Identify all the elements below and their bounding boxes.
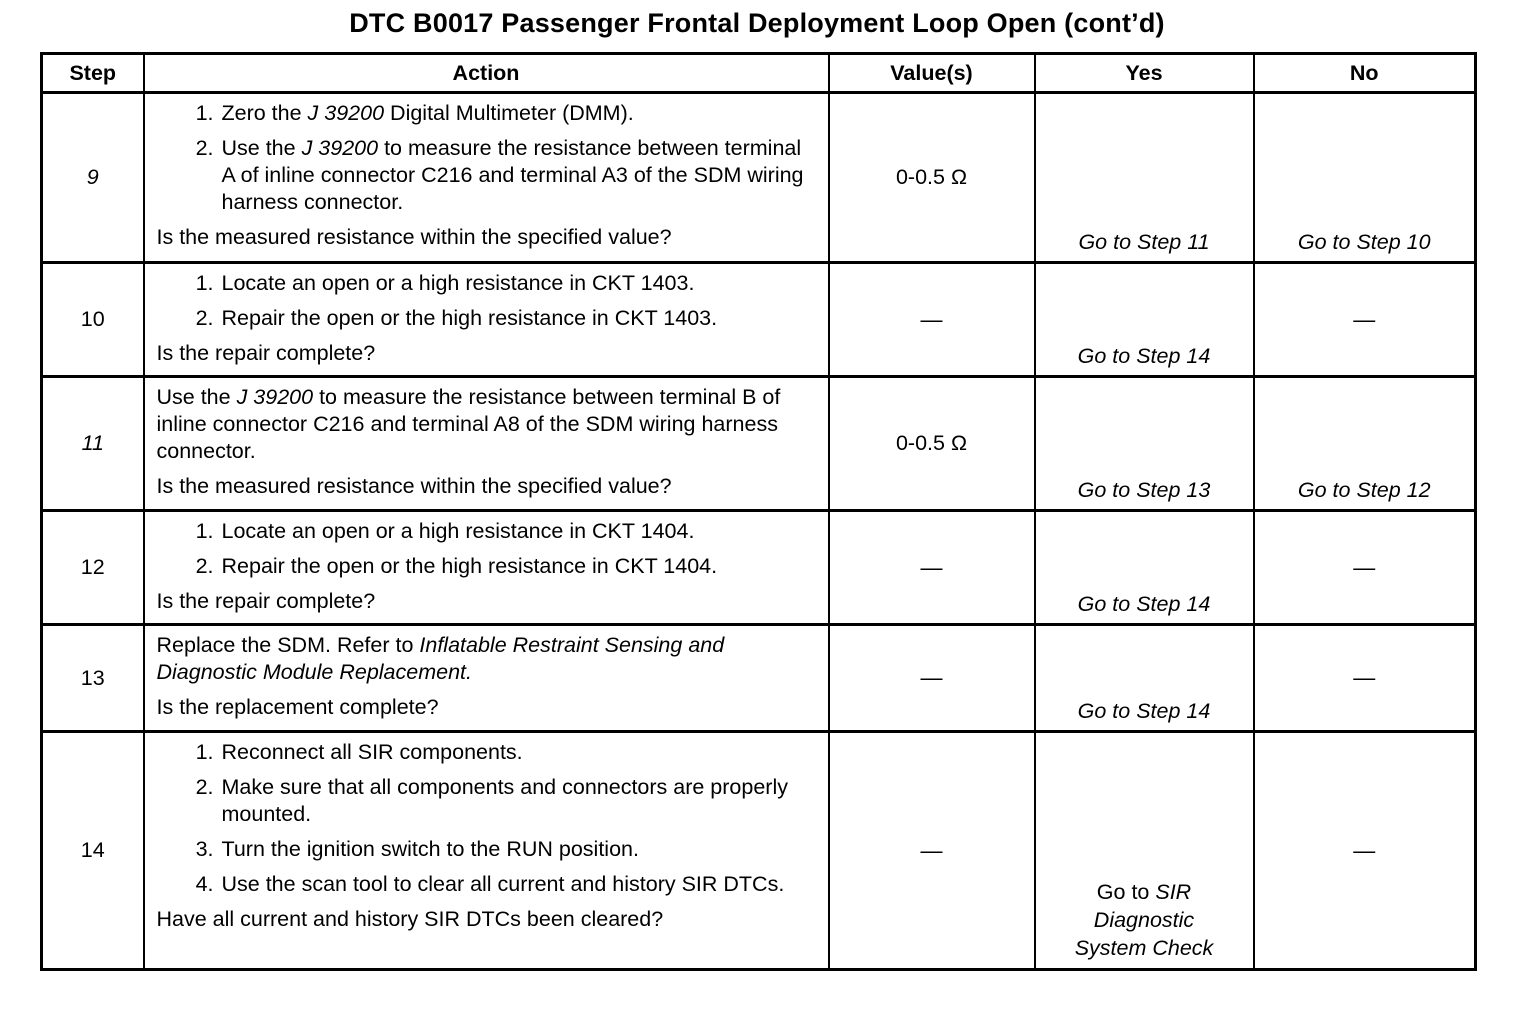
- action-item: 2. Repair the open or the high resistance in CKT 1403.: [195, 306, 718, 330]
- action-item: 2. Repair the open or the high resistance in CKT 1404.: [195, 554, 718, 578]
- yes-cell: Go to Step 14: [1035, 625, 1254, 732]
- no-cell: —: [1254, 263, 1476, 377]
- no-cell: —: [1254, 625, 1476, 732]
- action-cell: Use the J 39200 to measure the resistance between terminal B of inline connector C216 and terminal A8 of the SDM wiring harness connector. Is the measured resistance within the specified value?: [144, 377, 829, 511]
- action-cell: Replace the SDM. Refer to Inflatable Restraint Sensing and Diagnostic Module Replacement. Is the replacement complete?: [144, 625, 829, 732]
- yes-cell: Go to Step 13: [1035, 377, 1254, 511]
- header-value: Value(s): [829, 54, 1035, 93]
- action-cell: [144, 93, 829, 263]
- step-number: 14: [42, 732, 144, 970]
- value-cell: —: [829, 263, 1035, 377]
- no-cell: —: [1254, 511, 1476, 625]
- no-cell: —: [1254, 732, 1476, 970]
- table-row: [42, 377, 1476, 511]
- value-cell: —: [829, 511, 1035, 625]
- step-number: 10: [42, 263, 144, 377]
- action-item: 2. Make sure that all components and connectors are properly mounted.: [195, 775, 788, 826]
- header-step: Step: [42, 54, 144, 93]
- yes-cell: Go to Step 11: [1035, 93, 1254, 263]
- step-number: 9: [42, 93, 144, 263]
- yes-cell: Go to Step 14: [1035, 511, 1254, 625]
- action-item: 1. Reconnect all SIR components.: [195, 740, 523, 764]
- value-cell: —: [829, 625, 1035, 732]
- table-row: [42, 511, 1476, 625]
- yes-cell: Go to SIR Diagnostic System Check: [1035, 732, 1254, 970]
- action-cell: [144, 511, 829, 625]
- table-row: [42, 625, 1476, 732]
- header-action: Action: [144, 54, 829, 93]
- value-cell: 0-0.5 Ω: [829, 377, 1035, 511]
- action-question: Is the repair complete?: [156, 341, 376, 365]
- action-cell: [144, 263, 829, 377]
- action-item: 1. Locate an open or a high resistance in CKT 1403.: [195, 271, 695, 295]
- action-item: 4. Use the scan tool to clear all current and history SIR DTCs.: [195, 872, 785, 896]
- header-no: No: [1254, 54, 1476, 93]
- table-row: [42, 93, 1476, 263]
- action-item: 1. Locate an open or a high resistance in CKT 1404.: [195, 519, 695, 543]
- yes-cell: Go to Step 14: [1035, 263, 1254, 377]
- table-row: [42, 732, 1476, 970]
- step-number: 13: [42, 625, 144, 732]
- action-question: Is the repair complete?: [156, 589, 376, 613]
- no-cell: Go to Step 12: [1254, 377, 1476, 511]
- step-number: 12: [42, 511, 144, 625]
- action-question: Is the replacement complete?: [156, 695, 439, 719]
- action-question: Is the measured resistance within the specified value?: [156, 474, 672, 498]
- action-item: 2. Use the J 39200 to measure the resistance between terminal A of inline connector C216 and terminal A3 of the SDM wiring harness connector.: [195, 136, 804, 214]
- diagnostic-table: [40, 52, 1477, 971]
- value-cell: —: [829, 732, 1035, 970]
- header-yes: Yes: [1035, 54, 1254, 93]
- page-title: DTC B0017 Passenger Frontal Deployment Loop Open (cont’d): [349, 8, 1165, 38]
- no-cell: Go to Step 10: [1254, 93, 1476, 263]
- value-cell: 0-0.5 Ω: [829, 93, 1035, 263]
- table-row: [42, 263, 1476, 377]
- step-number: 11: [42, 377, 144, 511]
- action-item: 1. Zero the J 39200 Digital Multimeter (DMM).: [195, 101, 634, 125]
- action-cell: [144, 732, 829, 970]
- header-row: [42, 54, 1476, 93]
- action-item: 3. Turn the ignition switch to the RUN position.: [195, 837, 639, 861]
- action-question: Have all current and history SIR DTCs been cleared?: [156, 907, 664, 931]
- action-question: Is the measured resistance within the specified value?: [156, 225, 672, 249]
